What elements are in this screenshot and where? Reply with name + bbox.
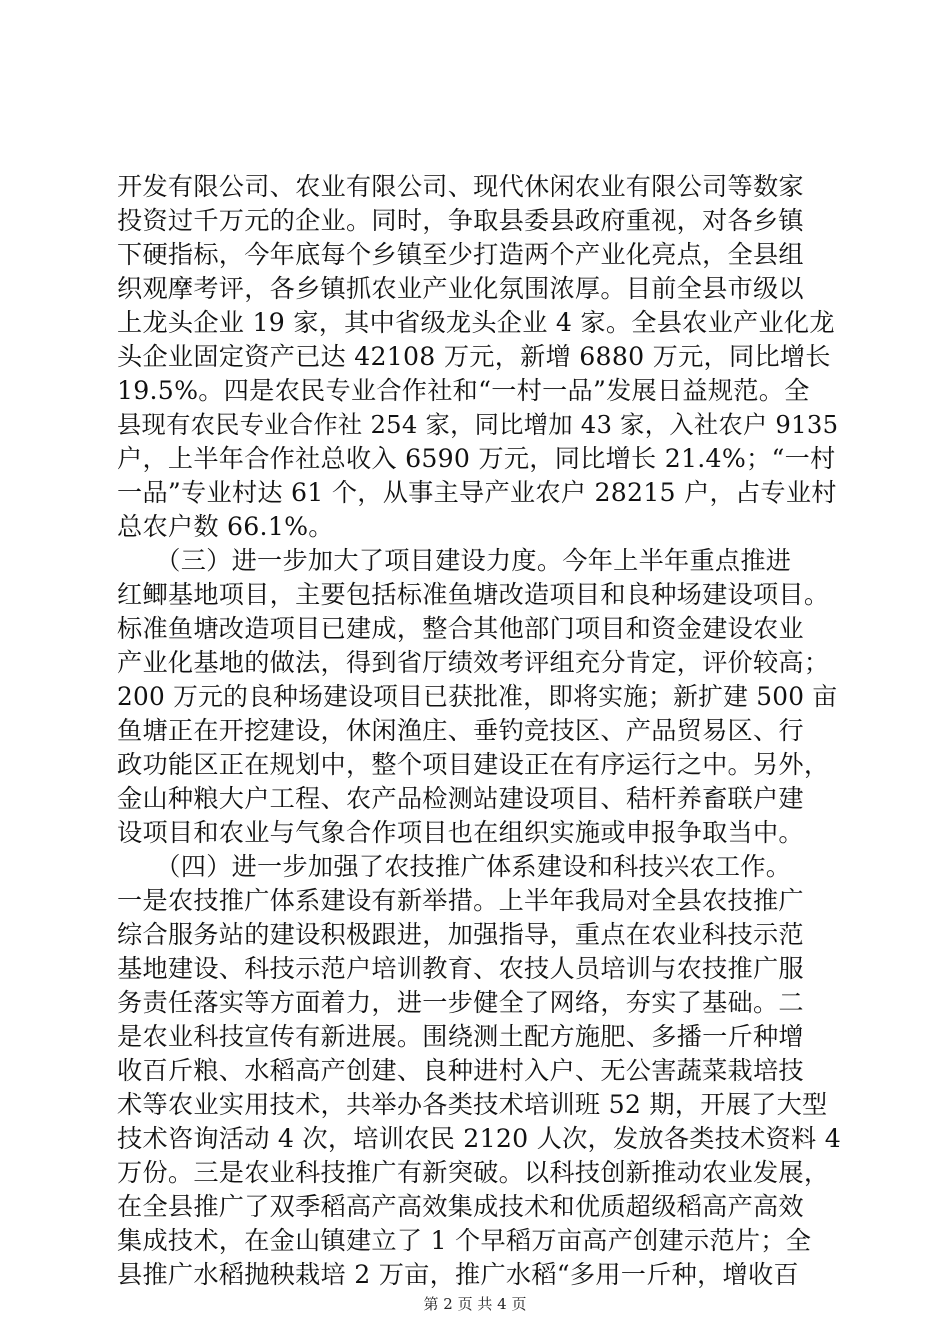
text-line: 金山种粮大户工程、农产品检测站建设项目、秸杆养畜联户建 bbox=[117, 784, 804, 813]
text-line: 总农户数 66.1%。 bbox=[117, 512, 334, 541]
text-line: 织观摩考评，各乡镇抓农业产业化氛围浓厚。目前全县市级以 bbox=[117, 274, 804, 303]
text-line: 政功能区正在规划中，整个项目建设正在有序运行之中。另外， bbox=[117, 750, 830, 779]
text-line: 术等农业实用技术，共举办各类技术培训班 52 期，开展了大型 bbox=[117, 1090, 828, 1119]
text-line: 产业化基地的做法，得到省厅绩效考评组充分肯定，评价较高； bbox=[117, 648, 830, 677]
text-line: 下硬指标，今年底每个乡镇至少打造两个产业化亮点，全县组 bbox=[117, 240, 804, 269]
text-line: 200 万元的良种场建设项目已获批准，即将实施；新扩建 500 亩 bbox=[117, 682, 838, 711]
text-line: 集成技术，在金山镇建立了 1 个早稻万亩高产创建示范片；全 bbox=[117, 1226, 812, 1255]
text-line: 县推广水稻抛秧栽培 2 万亩，推广水稻“多用一斤种，增收百 bbox=[117, 1260, 799, 1289]
text-line: （三）进一步加大了项目建设力度。今年上半年重点推进 bbox=[117, 546, 792, 575]
text-line: 19.5%。四是农民专业合作社和“一村一品”发展日益规范。全 bbox=[117, 376, 810, 405]
text-line: 县现有农民专业合作社 254 家，同比增加 43 家，入社农户 9135 bbox=[117, 410, 839, 439]
text-line: 技术咨询活动 4 次，培训农民 2120 人次，发放各类技术资料 4 bbox=[117, 1124, 841, 1153]
text-line: 收百斤粮、水稻高产创建、良种进村入户、无公害蔬菜栽培技 bbox=[117, 1056, 804, 1085]
text-line: 红鲫基地项目，主要包括标准鱼塘改造项目和良种场建设项目。 bbox=[117, 580, 830, 609]
text-line: 投资过千万元的企业。同时，争取县委县政府重视，对各乡镇 bbox=[117, 206, 804, 235]
text-line: 鱼塘正在开挖建设，休闲渔庄、垂钓竞技区、产品贸易区、行 bbox=[117, 716, 804, 745]
text-line: 基地建设、科技示范户培训教育、农技人员培训与农技推广服 bbox=[117, 954, 804, 983]
text-line: 在全县推广了双季稻高产高效集成技术和优质超级稻高产高效 bbox=[117, 1192, 804, 1221]
text-line: 务责任落实等方面着力，进一步健全了网络，夯实了基础。二 bbox=[117, 988, 804, 1017]
text-line: 设项目和农业与气象合作项目也在组织实施或申报争取当中。 bbox=[117, 818, 804, 847]
text-line: （四）进一步加强了农技推广体系建设和科技兴农工作。 bbox=[117, 852, 792, 881]
text-line: 一是农技推广体系建设有新举措。上半年我局对全县农技推广 bbox=[117, 886, 804, 915]
text-line: 头企业固定资产已达 42108 万元，新增 6880 万元，同比增长 bbox=[117, 342, 831, 371]
text-line: 综合服务站的建设积极跟进，加强指导，重点在农业科技示范 bbox=[117, 920, 804, 949]
text-line: 万份。三是农业科技推广有新突破。以科技创新推动农业发展， bbox=[117, 1158, 830, 1187]
text-line: 户，上半年合作社总收入 6590 万元，同比增长 21.4%；“一村 bbox=[117, 444, 836, 473]
text-line: 是农业科技宣传有新进展。围绕测土配方施肥、多播一斤种增 bbox=[117, 1022, 804, 1051]
body-text bbox=[117, 170, 841, 1292]
text-line: 标准鱼塘改造项目已建成，整合其他部门项目和资金建设农业 bbox=[117, 614, 804, 643]
text-line: 一品”专业村达 61 个，从事主导产业农户 28215 户，占专业村 bbox=[117, 478, 837, 507]
text-line: 开发有限公司、农业有限公司、现代休闲农业有限公司等数家 bbox=[117, 172, 804, 201]
text-line: 上龙头企业 19 家，其中省级龙头企业 4 家。全县农业产业化龙 bbox=[117, 308, 835, 337]
page-footer: 第 2 页 共 4 页 bbox=[423, 1295, 527, 1313]
